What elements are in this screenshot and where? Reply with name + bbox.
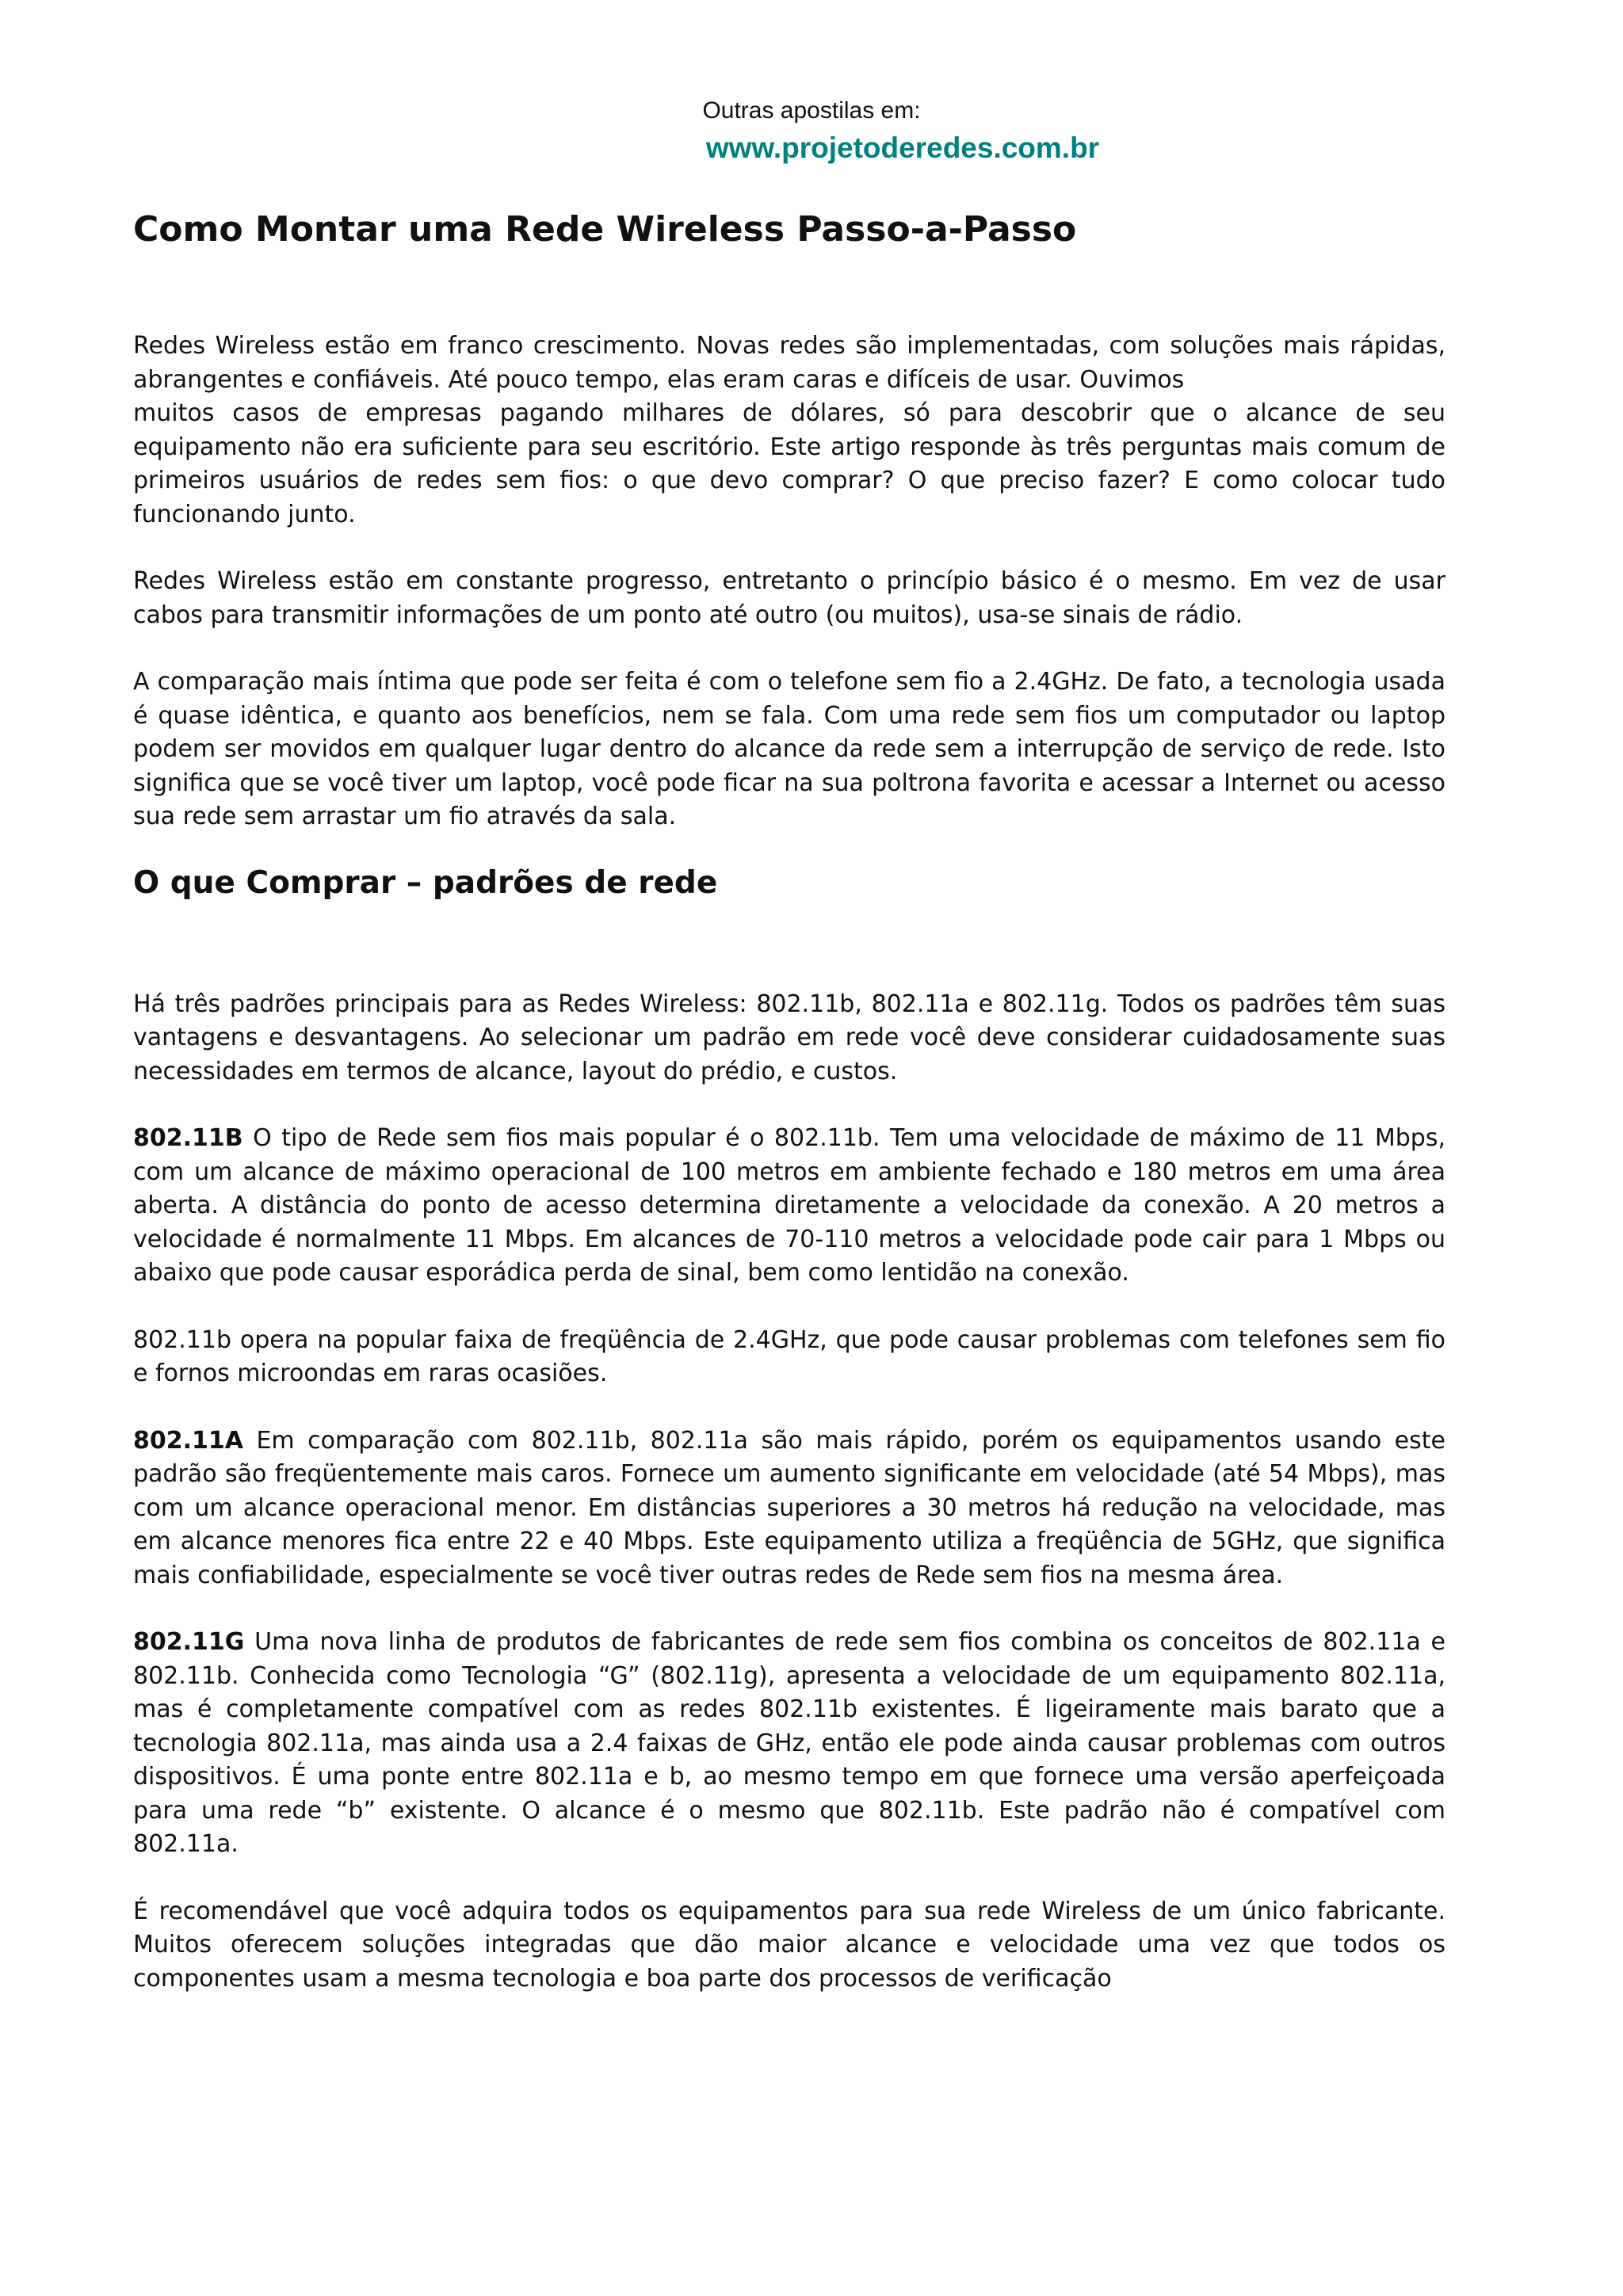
- standard-80211b-label: 802.11B: [133, 1124, 243, 1152]
- standard-80211b-note: 802.11b opera na popular faixa de freqüência de 2.4GHz, que pode causar problemas com telefones sem fio e fornos microondas em raras ocasiões.: [133, 1325, 1445, 1387]
- page-title: Como Montar uma Rede Wireless Passo-a-Passo: [133, 209, 1077, 250]
- standard-80211a-paragraph: [133, 1425, 1445, 1593]
- standard-80211g-paragraph: [133, 1626, 1445, 1862]
- standard-80211a-text: Em comparação com 802.11b, 802.11a são mais rápido, porém os equipamentos usando este padrão são freqüentemente mais caros. Fornece um aumento significante em velocidade (até 54 Mbps), mas com um alcance operacional menor. Em distâncias superiores a 30 metros há redução na velocidade, mas em alcance menores fica entre 22 e 40 Mbps. Este equipamento utiliza a freqüência de 5GHz, que significa mais confiabilidade, especialmente se você tiver outras redes de Rede sem fios na mesma área.: [133, 1426, 1445, 1589]
- closing-paragraph: É recomendável que você adquira todos os equipamentos para sua rede Wireless de um único fabricante. Muitos oferecem soluções integradas que dão maior alcance e velocidade uma vez que todos os componentes usam a mesma tecnologia e boa parte dos processos de verificação: [133, 1897, 1445, 1993]
- standard-80211g-text: Uma nova linha de produtos de fabricantes de rede sem fios combina os conceitos de 802.11a e 802.11b. Conhecida como Tecnologia “G” (802.11g), apresenta a velocidade de um equipamento 802.11a, mas é completamente compatível com as redes 802.11b existentes. É ligeiramente mais barato que a tecnologia 802.11a, mas ainda usa a 2.4 faixas de GHz, então ele pode ainda causar problemas com outros dispositivos. É uma ponte entre 802.11a e b, ao mesmo tempo em que fornece uma versão aperfeiçoada para uma rede “b” existente. O alcance é o mesmo que 802.11b. Este padrão não é compatível com 802.11a.: [133, 1628, 1445, 1858]
- header-label: Outras apostilas em:: [702, 97, 921, 124]
- intro-paragraph-2: Redes Wireless estão em constante progresso, entretanto o princípio básico é o mesmo. Em vez de usar cabos para transmitir informações de um ponto até outro (ou muitos), usa-se sinais de rádio.: [133, 567, 1445, 629]
- intro-paragraph-1-part-2: muitos casos de empresas pagando milhares de dólares, só para descobrir que o alcance de seu equipamento não era suficiente para seu escritório. Este artigo responde às três perguntas mais comum de primeiros usuários de redes sem fios: o que devo comprar? O que preciso fazer? E como colocar tudo funcionando junto.: [133, 399, 1445, 528]
- intro-paragraph-1-part-1: Redes Wireless estão em franco crescimento. Novas redes são implementadas, com soluções mais rápidas, abrangentes e confiáveis. Até pouco tempo, elas eram caras e difíceis de usar. Ouvimos: [133, 332, 1445, 394]
- website-link[interactable]: www.projetoderedes.com.br: [705, 132, 1100, 164]
- intro-paragraph-1: [133, 330, 1445, 532]
- standard-80211g-label: 802.11G: [133, 1628, 245, 1656]
- section-heading-what-to-buy: O que Comprar – padrões de rede: [133, 864, 718, 901]
- article-body: [133, 204, 1445, 2029]
- standard-80211b-text: O tipo de Rede sem fios mais popular é o 802.11b. Tem uma velocidade de máximo de 11 Mbps, com um alcance de máximo operacional de 100 metros em ambiente fechado e 180 metros em uma área aberta. A distância do ponto de acesso determina diretamente a velocidade da conexão. A 20 metros a velocidade é normalmente 11 Mbps. Em alcances de 70-110 metros a velocidade pode cair para 1 Mbps ou abaixo que pode causar esporádica perda de sinal, bem como lentidão na conexão.: [133, 1124, 1445, 1287]
- intro-paragraph-3: A comparação mais íntima que pode ser feita é com o telefone sem fio a 2.4GHz. De fato, a tecnologia usada é quase idêntica, e quanto aos benefícios, nem se fala. Com uma rede sem fios um computador ou laptop podem ser movidos em qualquer lugar dentro do alcance da rede sem a interrupção de serviço de rede. Isto significa que se você tiver um laptop, você pode ficar na sua poltrona favorita e acessar a Internet ou acesso sua rede sem arrastar um fio através da sala.: [133, 668, 1445, 830]
- standard-80211b-paragraph: [133, 1122, 1445, 1291]
- page-header: [0, 95, 1623, 165]
- standards-paragraph: Há três padrões principais para as Redes Wireless: 802.11b, 802.11a e 802.11g. Todos os padrões têm suas vantagens e desvantagens. Ao selecionar um padrão em rede você deve considerar cuidadosamente suas necessidades em termos de alcance, layout do prédio, e custos.: [133, 990, 1445, 1085]
- standard-80211a-label: 802.11A: [133, 1426, 243, 1455]
